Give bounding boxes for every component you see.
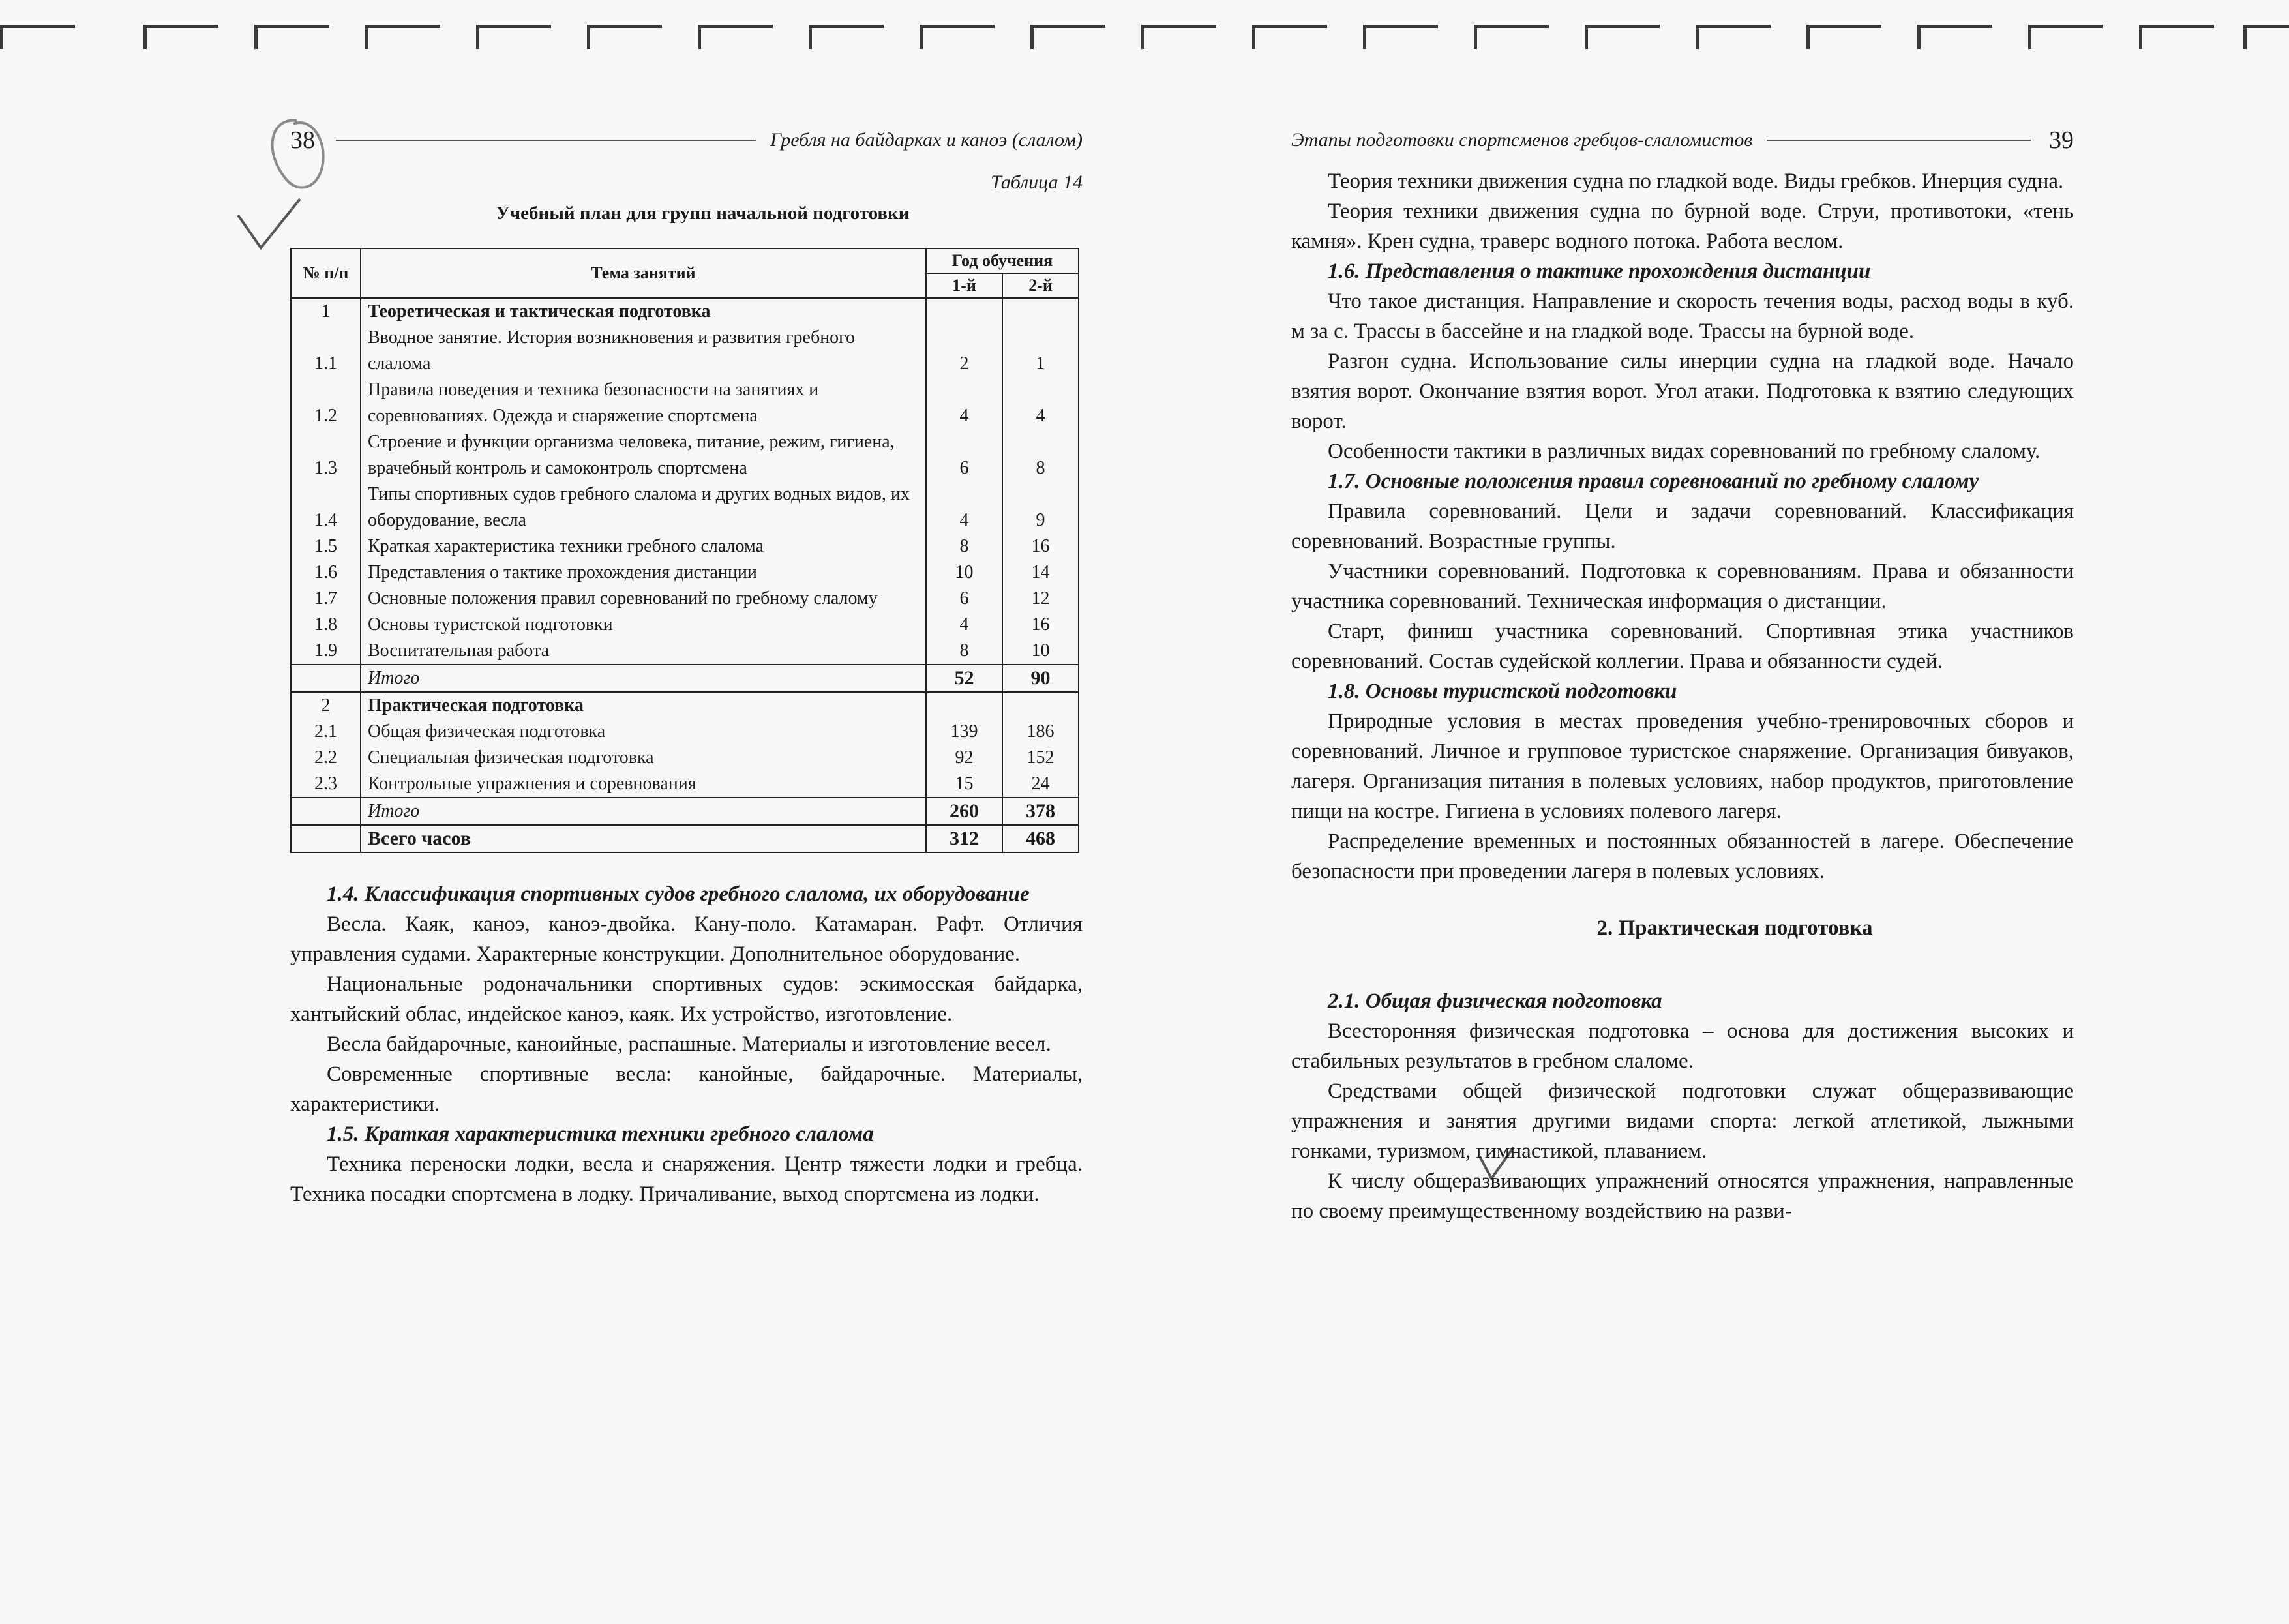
header-no: № п/п [291,248,361,298]
cell-year2: 24 [1002,771,1079,798]
paragraph: Распределение временных и постоянных обязанностей в лагере. Обеспечение безопасности при проведении лагеря в полевых условиях. [1291,830,2074,883]
cell-number: 2.3 [291,771,361,798]
table-row [291,429,1079,481]
cell-number: 2 [291,692,361,719]
cell-number: 1 [291,298,361,325]
binding-mark [1806,25,1881,49]
table-row [291,771,1079,798]
cell-year2 [1002,298,1079,325]
binding-mark [809,25,884,49]
binding-mark [1917,25,1992,49]
cell-year1: 15 [926,771,1002,798]
table-row [291,377,1079,429]
paragraph: Участники соревнований. Подготовка к соревнованиям. Права и обязанности участника соревнований. Техническая информация о дистанции. [1291,560,2074,613]
cell-year1: 4 [926,612,1002,638]
heading-1-7: 1.7. Основные положения правил соревнований по гребному слалому [1328,470,1979,493]
binding-mark [143,25,218,49]
cell-topic: Типы спортивных судов гребного слалома и других водных видов, их оборудование, весла [361,481,926,534]
chapter-2-title: 2. Практическая подготовка [1596,916,1873,940]
paragraph: Весла. Каяк, каноэ, каноэ-двойка. Кану-поло. Катамаран. Рафт. Отличия управления судами. Характерные конструкции. Дополнительное оборудование. [290,912,1083,966]
paragraph: Природные условия в местах проведения учебно-тренировочных сборов и соревнований. Личное и групповое туристское снаряжение. Организация бивуаков, лагеря. Организация питания в полевых условиях, набор продуктов, приготовление пищи на костре. Гигиена в условиях полевого лагеря. [1291,710,2074,823]
cell-topic: Всего часов [361,825,926,852]
header-topic: Тема занятий [361,248,926,298]
cell-topic: Специальная физическая подготовка [361,745,926,771]
heading-1-8: 1.8. Основы туристской подготовки [1328,680,1677,703]
paragraph: Разгон судна. Использование силы инерции судна на гладкой воде. Начало взятия ворот. Окончание взятия ворот. Угол атаки. Подготовка к взятию следующих ворот. [1291,350,2074,433]
table-row [291,481,1079,534]
cell-topic: Вводное занятие. История возникновения и развития гребного слалома [361,325,926,377]
cell-year2: 1 [1002,325,1079,377]
binding-mark [2243,25,2289,49]
curriculum-table [290,248,1079,853]
header-year1: 1-й [926,273,1002,298]
cell-year1: 312 [926,825,1002,852]
paragraph: Теория техники движения судна по гладкой воде. Виды гребков. Инерция судна. [1328,170,2064,193]
cell-year1: 2 [926,325,1002,377]
paragraph: Правила соревнований. Цели и задачи соревнований. Классификация соревнований. Возрастные группы. [1291,500,2074,553]
table-row [291,638,1079,665]
table-row [291,560,1079,586]
heading-1-5: 1.5. Краткая характеристика техники гребного слалома [327,1122,874,1146]
section-row [291,298,1079,325]
table-title: Учебный план для групп начальной подготовки [496,203,910,224]
heading-2-1: 2.1. Общая физическая подготовка [1328,989,1662,1013]
paragraph: Что такое дистанция. Направление и скорость течения воды, расход воды в куб. м за с. Трассы в бассейне и на гладкой воде. Трассы на бурной воде. [1291,290,2074,343]
table-row [291,586,1079,612]
total-row [291,825,1079,852]
table-caption: Таблица 14 [991,172,1083,193]
cell-topic: Основы туристской подготовки [361,612,926,638]
cell-year1: 52 [926,665,1002,692]
cell-topic: Контрольные упражнения и соревнования [361,771,926,798]
cell-year1: 4 [926,377,1002,429]
binding-mark [920,25,995,49]
cell-topic: Теоретическая и тактическая подготовка [361,298,926,325]
cell-year1: 260 [926,798,1002,825]
table-row [291,534,1079,560]
binding-mark [1252,25,1327,49]
cell-year2: 8 [1002,429,1079,481]
cell-year1: 8 [926,638,1002,665]
cell-year2: 378 [1002,798,1079,825]
table-row [291,719,1079,745]
cell-year2: 16 [1002,612,1079,638]
page-number-left: 38 [290,127,315,154]
binding-mark [698,25,773,49]
binding-mark [1030,25,1105,49]
running-head-right [1291,114,2074,166]
cell-number: 2.1 [291,719,361,745]
cell-number: 2.2 [291,745,361,771]
table-row [291,612,1079,638]
cell-topic: Представления о тактике прохождения дистанции [361,560,926,586]
running-title-left: Гребля на байдарках и каноэ (слалом) [770,129,1083,151]
cell-topic: Практическая подготовка [361,692,926,719]
cell-topic: Воспитательная работа [361,638,926,665]
cell-year2: 9 [1002,481,1079,534]
cell-year2: 10 [1002,638,1079,665]
subtotal-row [291,798,1079,825]
cell-number: 1.1 [291,325,361,377]
cell-number: 1.8 [291,612,361,638]
binding-mark [1585,25,1660,49]
cell-topic: Краткая характеристика техники гребного слалома [361,534,926,560]
section-row [291,692,1079,719]
cell-year1 [926,298,1002,325]
binding-marks [0,0,2289,72]
left-page [290,114,1083,1209]
paragraph: Национальные родоначальники спортивных судов: эскимосская байдарка, хантыйский облас, индейское каноэ, каяк. Их устройство, изготовление. [290,972,1083,1026]
cell-number: 1.7 [291,586,361,612]
cell-year1: 6 [926,429,1002,481]
cell-year2: 14 [1002,560,1079,586]
cell-year2 [1002,692,1079,719]
cell-number: 1.6 [291,560,361,586]
paragraph: Теория техники движения судна по бурной воде. Струи, противотоки, «тень камня». Крен судна, траверс водного потока. Работа веслом. [1291,200,2074,253]
cell-number: 1.5 [291,534,361,560]
header-year2: 2-й [1002,273,1079,298]
table-body [291,298,1079,852]
heading-1-4: 1.4. Классификация спортивных судов гребного слалома, их оборудование [327,882,1030,906]
header-rule [336,140,756,141]
subtotal-row [291,665,1079,692]
binding-mark [0,25,75,49]
cell-year1: 6 [926,586,1002,612]
cell-topic: Основные положения правил соревнований по гребному слалому [361,586,926,612]
heading-1-6: 1.6. Представления о тактике прохождения дистанции [1328,260,1871,283]
table-row [291,745,1079,771]
cell-number [291,665,361,692]
cell-topic: Итого [361,665,926,692]
binding-mark [1141,25,1216,49]
paragraph: Современные спортивные весла: канойные, байдарочные. Материалы, характеристики. [290,1062,1083,1116]
binding-mark [1696,25,1771,49]
running-head-left [290,114,1083,166]
cell-year2: 152 [1002,745,1079,771]
cell-number: 1.2 [291,377,361,429]
cell-year1 [926,692,1002,719]
cell-year2: 4 [1002,377,1079,429]
cell-number [291,798,361,825]
paragraph: Весла байдарочные, каноийные, распашные. Материалы и изготовление весел. [327,1032,1051,1056]
cell-year1: 92 [926,745,1002,771]
paragraph: Техника переноски лодки, весла и снаряжения. Центр тяжести лодки и гребца. Техника посадки спортсмена в лодку. Причаливание, выход спортсмена из лодки. [290,1152,1083,1206]
cell-year2: 16 [1002,534,1079,560]
right-page [1291,114,2074,1226]
cell-year1: 8 [926,534,1002,560]
cell-year2: 90 [1002,665,1079,692]
cell-year1: 139 [926,719,1002,745]
cell-year2: 186 [1002,719,1079,745]
cell-year1: 4 [926,481,1002,534]
binding-mark [1363,25,1438,49]
binding-mark [2028,25,2103,49]
header-rule [1767,140,2031,141]
binding-mark [254,25,329,49]
cell-year1: 10 [926,560,1002,586]
cell-number: 1.9 [291,638,361,665]
running-title-right: Этапы подготовки спортсменов гребцов-слаломистов [1291,129,1753,151]
cell-topic: Итого [361,798,926,825]
cell-number: 1.4 [291,481,361,534]
paragraph: Средствами общей физической подготовки служат общеразвивающие упражнения и занятия другими видами спорта: легкой атлетикой, лыжными гонками, туризмом, гимнастикой, плаванием. [1291,1079,2074,1163]
paragraph: К числу общеразвивающих упражнений относятся упражнения, направленные по своему преимущественному воздействию на разви- [1291,1169,2074,1223]
page-number-right: 39 [2049,127,2074,154]
binding-mark [2139,25,2214,49]
paragraph: Старт, финиш участника соревнований. Спортивная этика участников соревнований. Состав судейской коллегии. Права и обязанности судей. [1291,620,2074,673]
table-row [291,325,1079,377]
paragraph: Особенности тактики в различных видах соревнований по гребному слалому. [1328,440,2041,463]
cell-year2: 12 [1002,586,1079,612]
cell-year2: 468 [1002,825,1079,852]
binding-mark [365,25,440,49]
cell-number [291,825,361,852]
binding-mark [587,25,662,49]
cell-topic: Строение и функции организма человека, питание, режим, гигиена, врачебный контроль и самоконтроль спортсмена [361,429,926,481]
binding-mark [476,25,551,49]
paragraph: Всесторонняя физическая подготовка – основа для достижения высоких и стабильных результатов в гребном слаломе. [1291,1019,2074,1073]
cell-topic: Правила поведения и техника безопасности на занятиях и соревнованиях. Одежда и снаряжение спортсмена [361,377,926,429]
cell-topic: Общая физическая подготовка [361,719,926,745]
cell-number: 1.3 [291,429,361,481]
binding-mark [1474,25,1549,49]
header-years: Год обучения [926,248,1079,273]
